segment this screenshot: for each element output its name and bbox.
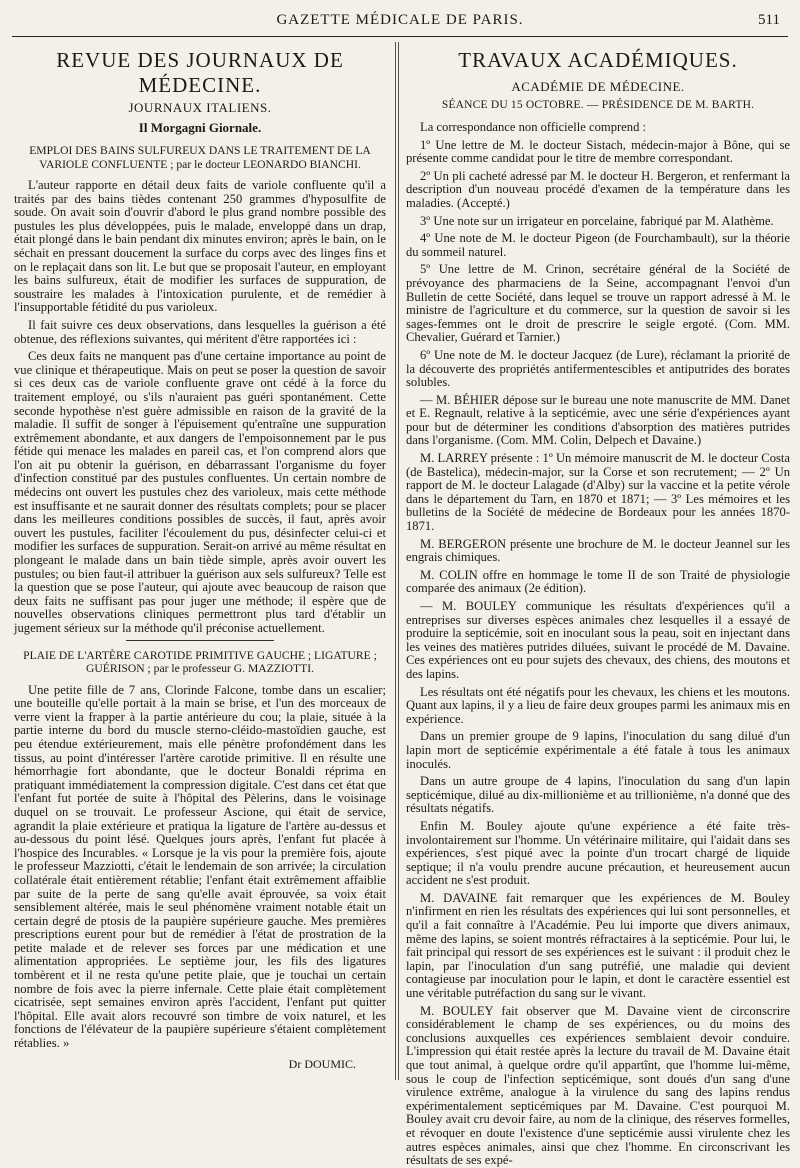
minutes-paragraph: — M. BÉHIER dépose sur le bureau une note manuscrite de MM. Danet et E. Regnault, relative à la septicémie, avec une série d'expériences ayant pour but de déterminer les conditions d'absorption des matières putrides dans l'organisme. (Com. MM. Colin, Delpech et Davaine.) bbox=[406, 392, 790, 448]
page-number: 511 bbox=[758, 12, 780, 28]
minutes-paragraph: 3º Une note sur un irrigateur en porcelaine, fabriqué par M. Alathème. bbox=[420, 213, 774, 228]
minutes-paragraph: 5º Une lettre de M. Crinon, secrétaire général de la Société de prévoyance des pharmaciens de la Seine, accompagnant l'envoi d'un Bulletin de cette Société, dans lequel se trouve un rapport adressé à M. le ministre de l'agriculture et du commerce, sur la question de savoir si les sages-femmes ont le droit de prescrire le seigle ergoté. (Com. MM. Chevalier, Guérard et Tarnier.) bbox=[406, 262, 790, 345]
minutes-paragraph: — M. BOULEY communique les résultats d'expériences qu'il a entreprises sur diverses espèces animales chez lesquelles il a essayé de produire la septicémie, soit en inoculant sous la peau, soit en injectant dans les veines des matières putrides diluées, suivant le procédé de M. Davaine. Ces expériences ont eu pour sujets des chevaux, des chiens, des moutons et des lapins. bbox=[406, 599, 790, 681]
article-title-plaie-carotide: PLAIE DE L'ARTÈRE CAROTIDE PRIMITIVE GAUCHE ; LIGATURE ; GUÉRISON ; par le professeur G. MAZZIOTTI. bbox=[23, 648, 377, 676]
article-title-bains-sulfureux: EMPLOI DES BAINS SULFUREUX DANS LE TRAITEMENT DE LA VARIOLE CONFLUENTE ; par le docteur LEONARDO BIANCHI. bbox=[29, 144, 371, 171]
subsection-academie: ACADÉMIE DE MÉDECINE. bbox=[511, 79, 685, 94]
article1-paragraph: Ces deux faits ne manquent pas d'une certaine importance au point de vue clinique et thérapeutique. Mais on peut se poser la question de savoir si ces deux cas de variole confluente grave ont cédé à la force du traitement employé, ou s'ils n'auraient pas guéri spontanément. Cette seconde hypothèse n'est guère admissible en raison de la gravité de la maladie. Il suffit de songer à l'épuisement qu'entraîne une suppuration extrêmement abondante, et aux dangers de l'empoisonnement par le pus fétide qui menace les malades en pareil cas, et l'on comprend alors que l'on ait pu obtenir la guérison, en débarrassant l'organisme du foyer d'infection constitué par des pustules confluentes. Un certain nombre de médecins ont ouvert les pustules chez des varioleux, mais cette méthode est insuffisante et ne saurait donner des résultats complets; pour se placer dans les meilleures conditions possibles de succès, il faut, après avoir ouvert les pustules, faciliter l'écoulement du pus, désinfecter celui-ci et modifier les surfaces de suppuration. Serait-on arrivé au même résultat en plongeant le malade dans un bain tiède simple, après avoir ouvert les pustules; ou bien faut-il attribuer la guérison aux sels sulfureux? Telle est la question que se pose l'auteur, qui ajoute avec beaucoup de raison que deux faits ne suffisant pas pour juger une méthode; il espère que de nouvelles observations cliniques permettront plus tard d'établir un jugement sérieux sur la méthode qu'il préconise actuellement. bbox=[14, 349, 386, 635]
source-title: Il Morgagni Giornale. bbox=[138, 120, 262, 135]
article-separator bbox=[126, 640, 275, 641]
left-column bbox=[14, 42, 386, 1080]
subsection-journaux-italiens: JOURNAUX ITALIENS. bbox=[128, 100, 272, 115]
right-column bbox=[406, 42, 790, 1168]
minutes-paragraph: M. BERGERON présente une brochure de M. le docteur Jeannel sur les engrais chimiques. bbox=[406, 536, 790, 565]
minutes-paragraph: 1º Une lettre de M. le docteur Sistach, médecin-major à Bône, qui se présente comme candidat pour le titre de membre correspondant. bbox=[406, 137, 790, 166]
running-head bbox=[0, 12, 800, 34]
journal-title: GAZETTE MÉDICALE DE PARIS. bbox=[276, 12, 524, 28]
minutes-paragraph: Dans un autre groupe de 4 lapins, l'inoculation du sang d'un lapin septicémique, dilué au dix-millionième et au trillionième, n'a donné que des résultats négatifs. bbox=[406, 774, 790, 816]
article1-paragraph: L'auteur rapporte en détail deux faits de variole confluente qu'il a traités par des bains tièdes contenant 250 grammes d'hyposulfite de soude. On avait soin d'ouvrir d'abord le plus grand nombre possible des pustules les plus développées, puis le malade, enveloppé dans un drap, était plongé dans le bain pendant dix minutes environ; après le bain, on le séchait en pressant doucement la surface du corps avec des linges fins et on le replaçait dans son lit. Le but que se proposait l'auteur, en employant les bains sulfureux, était de modifier les surfaces de suppuration, de soustraire les malades à l'intoxication purulente, et de remédier à l'insupportable fétidité du pus varioleux. bbox=[14, 178, 386, 315]
header-rule bbox=[12, 36, 788, 37]
minutes-paragraph: 2º Un pli cacheté adressé par M. le docteur H. Bergeron, et renfermant la description d'un nouveau procédé d'examen de la température dans les maladies. (Accepté.) bbox=[406, 168, 790, 210]
minutes-paragraph: M. LARREY présente : 1º Un mémoire manuscrit de M. le docteur Costa (de Bastelica), médecin-major, sur la Corse et son recrutement; — 2º Un rapport de M. le docteur Lalagade (d'Alby) sur la vaccine et la petite vérole dans le département du Tarn, en 1870 et 1871; — 3º Les mémoires et les bulletins de la Société de médecine de Bordeaux pour les années 1870-1871. bbox=[406, 451, 790, 534]
article1-paragraph: Il fait suivre ces deux observations, dans lesquelles la guérison a été obtenue, des réflexions suivantes, qui méritent d'être rapportées ici : bbox=[14, 317, 386, 346]
minutes-paragraph: M. DAVAINE fait remarquer que les expériences de M. Bouley n'infirment en rien les résultats des expériences qui lui sont personnelles, et qu'il a fait connaître à l'Académie. Peu lui importe que divers animaux, même des lapins, se soient montrés réfractaires à la septicémie. Pour lui, le fait principal qui ressort de ses expériences est le suivant : il produit chez le lapin, par l'inoculation d'un sang putréfié, une maladie qui devient contagieuse par inoculation pour le lapin, et dont le caractère essentiel est une véritable putréfaction du sang sur le vivant. bbox=[406, 890, 790, 1001]
minutes-paragraph: M. COLIN offre en hommage le tome II de son Traité de physiologie comparée des animaux (2e édition). bbox=[406, 567, 790, 596]
minutes-paragraph: 4º Une note de M. le docteur Pigeon (de Fourchambault), sur la théorie du sommeil naturel. bbox=[406, 231, 790, 259]
minutes-paragraph: Les résultats ont été négatifs pour les chevaux, les chiens et les moutons. Quant aux lapins, il y a lieu de faire deux groupes parmi les animaux mis en expérience. bbox=[406, 684, 790, 726]
minutes-paragraph: M. BOULEY fait observer que M. Davaine vient de circonscrire considérablement le champ de ses expériences, ou du moins des conclusions auxquelles ces expériences semblaient devoir conduire. L'impression qui était restée après la lecture du travail de M. Davaine était que tout animal, à quelque ordre qu'il appartînt, que l'homme lui-même, sous le coup de l'infection septicémique, sont doués d'un sang d'une virulence extrême, analogue à la virulence du sang des lapins rendus expérimentalement septicémiques par M. Davaine. C'est pourquoi M. Bouley avait cru devoir faire, au nom de la clinique, des réserves formelles, et révoquer en doute l'existence d'une septicémie aussi virulente chez les autres espèces animales, ainsi que chez l'homme. En circonscrivant les résultats de ses expé- bbox=[406, 1003, 790, 1168]
minutes-paragraph: Enfin M. Bouley ajoute qu'une expérience a été faite très-involontairement sur l'homme. Un vétérinaire militaire, qui l'aidait dans ses expériences, s'est piqué avec la pointe d'un trocart chargé de liquide septique; il n'a voulu prendre aucune précaution, et heureusement aucun accident ne s'est produit. bbox=[406, 818, 790, 888]
minutes-paragraph: 6º Une note de M. le docteur Jacquez (de Lure), réclamant la priorité de la découverte des propriétés antifermentescibles et antiputrides des borates solubles. bbox=[406, 347, 790, 390]
article2-paragraph: Une petite fille de 7 ans, Clorinde Falcone, tombe dans un escalier; une bouteille qu'elle portait à la main se brise, et l'un des morceaux de verre vient la frapper à la partie antérieure du cou; la plaie, située à la partie interne du bord du muscle sterno-cléido-mastoïdien gauche, est peu étendue extérieurement, mais elle pénètre profondément dans les tissus, au point d'intéresser l'artère carotide primitive. Il en résulte une hémorrhagie fort abondante, que le docteur Bonaldi réprima en pratiquant immédiatement la compression digitale. C'est dans cet état que l'enfant fut portée de suite à l'hôpital des Pèlerins, dans le voisinage duquel on se trouvait. Le professeur Ascione, qui était de service, agrandit la plaie extérieure et pratiqua la ligature de l'artère au-dessus et au-dessous du point lésé. Quelques jours après, l'enfant fut placée à l'hospice des Incurables. « Lorsque je la vis pour la première fois, ajoute le professeur Mazziotti, c'était le lendemain de son arrivée; la circulation collatérale était entièrement rétablie; l'enfant était extrêmement affaiblie par suite de la perte de sang qu'elle avait éprouvée, sa voix était sensiblement altérée, mais le seul phénomène vraiment notable était un certain degré de ptosis de la paupière supérieure gauche. Mes premières prescriptions eurent pour but de remédier à l'état de prostration de la petite malade et de relever ses forces par une médication et une alimentation appropriées. Le septième jour, les fils des ligatures tombèrent et il ne resta qu'une petite plaie, que je touchai un certain nombre de fois avec la pierre infernale. Cette plaie était complètement cicatrisée, sept semaines environ après l'accident, l'enfant put quitter l'hôpital. Elle avait alors recouvré son timbre de voix naturel, et les fonctions de l'élévateur de la paupière supérieure s'étaient complètement rétablies. » bbox=[14, 682, 386, 1051]
minutes-paragraph: Dans un premier groupe de 9 lapins, l'inoculation du sang dilué d'un lapin mort de septicémie expérimentale a été fatale à tous les animaux inoculés. bbox=[406, 729, 790, 771]
author-signature: Dr DOUMIC. bbox=[288, 1056, 356, 1071]
session-heading: SÉANCE DU 15 OCTOBRE. — PRÉSIDENCE DE M. BARTH. bbox=[441, 99, 755, 111]
section-title-travaux: TRAVAUX ACADÉMIQUES. bbox=[458, 48, 738, 72]
minutes-paragraph: La correspondance non officielle comprend : bbox=[420, 120, 647, 134]
column-divider bbox=[395, 42, 396, 1080]
section-title-revue: REVUE DES JOURNAUX DE MÉDECINE. bbox=[56, 48, 344, 97]
